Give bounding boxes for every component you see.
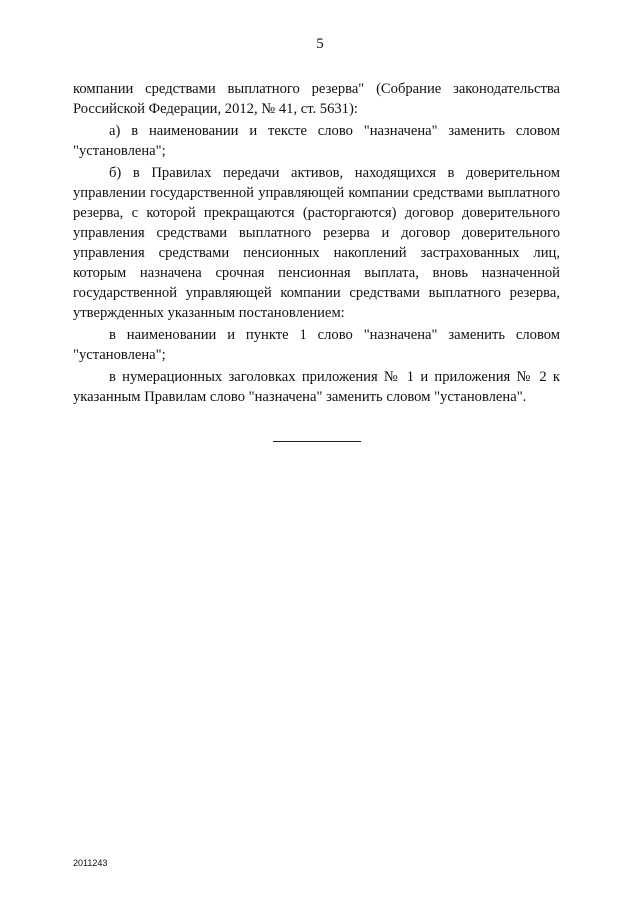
document-code: 2011243 (73, 858, 108, 868)
paragraph-appendix-headings: в нумерационных заголовках приложения № 1 и приложения № 2 к указанным Правилам слово "назначена" заменить словом "установлена". (73, 369, 560, 405)
paragraph-item-b: б) в Правилах передачи активов, находящихся в доверительном управлении государственной управляющей компании средствами выплатного резерва, с которой прекращаются (расторгаются) договор доверительного управления средствами выплатного резерва и договор доверительного управления средствами пенсионных накоплений застрахованных лиц, которым назначена срочная пенсионная выплата, вновь назначенной государственной управляющей компании средствами выплатного резерва, утвержденных указанным постановлением: (73, 165, 560, 321)
paragraph-item-a: а) в наименовании и тексте слово "назначена" заменить словом "установлена"; (73, 123, 560, 159)
separator-line (273, 441, 361, 442)
document-body (73, 79, 560, 407)
paragraph-naming: в наименовании и пункте 1 слово "назначена" заменить словом "установлена"; (73, 327, 560, 363)
paragraph-intro: компании средствами выплатного резерва" (Собрание законодательства Российской Федерации, 2012, № 41, ст. 5631): (73, 81, 560, 117)
page-number: 5 (316, 36, 324, 52)
